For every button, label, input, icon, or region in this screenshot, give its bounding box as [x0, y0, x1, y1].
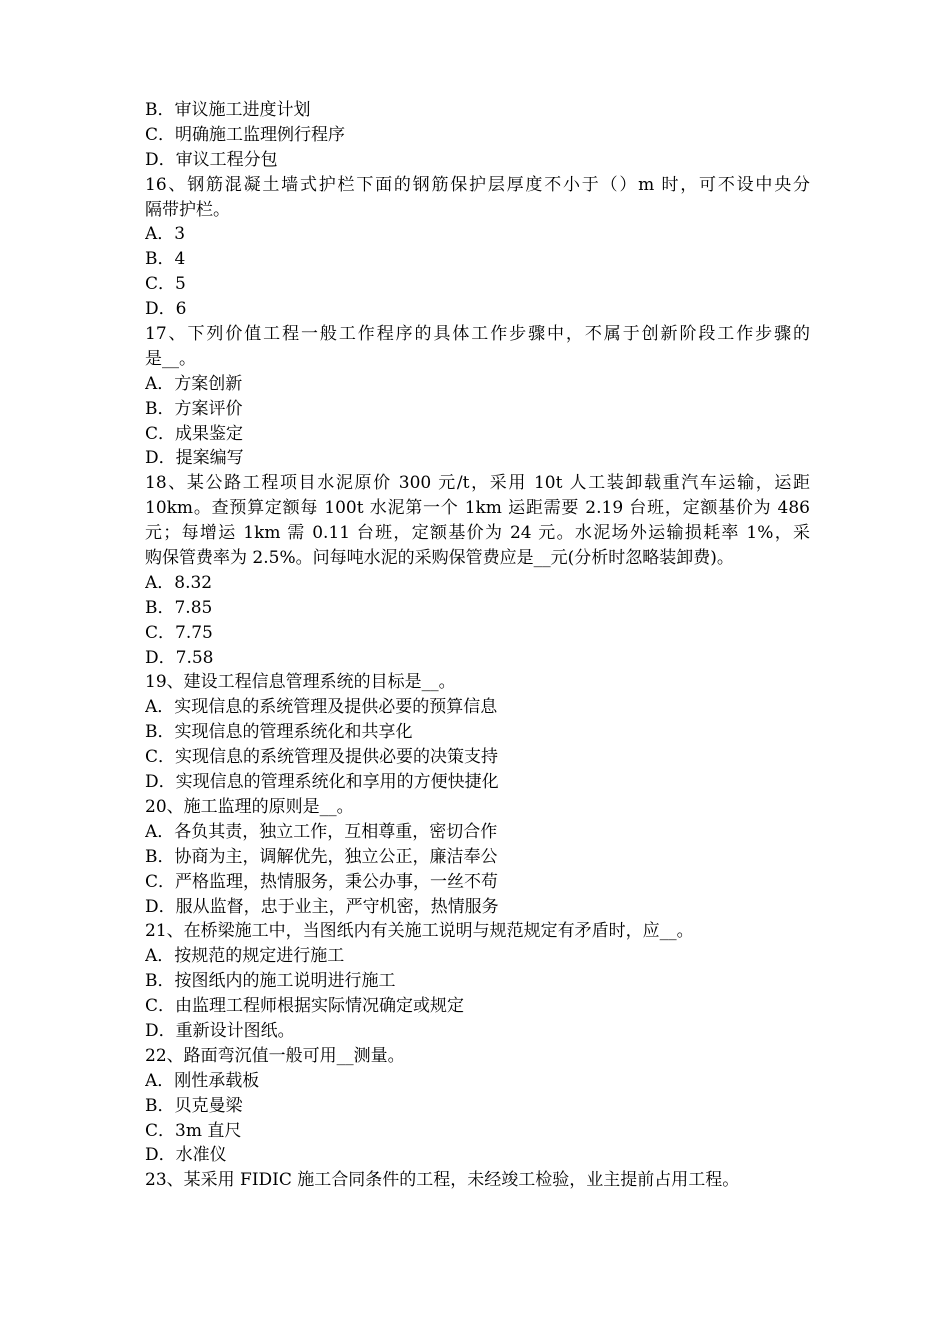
text-line: C．由监理工程师根据实际情况确定或规定 [145, 996, 465, 1017]
text-line: 23、某采用 FIDIC 施工合同条件的工程，未经竣工检验，业主提前占用工程。 [145, 1170, 740, 1191]
text-line: D．7.58 [145, 647, 214, 668]
text-line: 隔带护栏。 [145, 199, 230, 220]
text-line: D．重新设计图纸。 [145, 1020, 295, 1041]
text-line: 21、在桥梁施工中，当图纸内有关施工说明与规范规定有矛盾时，应__。 [145, 921, 694, 942]
text-line: B．方案评价 [145, 398, 243, 419]
text-line: B．贝克曼梁 [145, 1095, 243, 1116]
text-line: D．服从监督，忠于业主，严守机密，热情服务 [145, 896, 499, 917]
text-line: C．成果鉴定 [145, 423, 244, 444]
text-line: B．7.85 [145, 597, 213, 618]
text-line: A．8.32 [145, 572, 213, 593]
text-line: D．提案编写 [145, 448, 244, 469]
text-line: 16、钢筋混凝土墙式护栏下面的钢筋保护层厚度不小于（）m 时，可不设中央分 [145, 174, 810, 195]
text-line: B．实现信息的管理系统化和共享化 [145, 722, 413, 743]
text-line: B．审议施工进度计划 [145, 100, 311, 120]
text-line: A．按规范的规定进行施工 [145, 946, 345, 967]
text-line: A．实现信息的系统管理及提供必要的预算信息 [145, 697, 498, 718]
text-line: C．5 [145, 274, 186, 295]
text-line: 元；每增运 1km 需 0.11 台班，定额基价为 24 元。水泥场外运输损耗率 1%，采 [145, 523, 810, 544]
text-line: A．各负其责，独立工作，互相尊重，密切合作 [145, 821, 498, 842]
text-line: C．实现信息的系统管理及提供必要的决策支持 [145, 747, 499, 768]
document-page [145, 98, 810, 1193]
text-line: 22、路面弯沉值一般可用__测量。 [145, 1045, 405, 1066]
text-line: 19、建设工程信息管理系统的目标是__。 [145, 672, 456, 693]
text-line: D．审议工程分包 [145, 149, 278, 170]
text-line: C．7.75 [145, 622, 213, 643]
text-line: D．实现信息的管理系统化和享用的方便快捷化 [145, 772, 499, 793]
text-line: B．协商为主，调解优先，独立公正，廉洁奉公 [145, 846, 498, 867]
text-line: A．方案创新 [145, 373, 243, 394]
text-line: 20、施工监理的原则是__。 [145, 796, 354, 817]
text-line: 购保管费率为 2.5%。问每吨水泥的采购保管费应是__元(分析时忽略装卸费)。 [145, 548, 734, 569]
text-line: B．4 [145, 249, 186, 270]
text-line: 10km。查预算定额每 100t 水泥第一个 1km 运距需要 2.19 台班，定额基价为 486 [145, 498, 810, 519]
text-line: 是__。 [145, 348, 196, 369]
text-line: A．刚性承载板 [145, 1070, 260, 1091]
text-line: C．严格监理，热情服务，秉公办事，一丝不苟 [145, 871, 499, 892]
text-line: C．明确施工监理例行程序 [145, 124, 346, 145]
text-line: A．3 [145, 224, 186, 245]
text-line: 17、下列价值工程一般工作程序的具体工作步骤中，不属于创新阶段工作步骤的 [145, 324, 810, 345]
text-line: B．按图纸内的施工说明进行施工 [145, 971, 396, 992]
text-line: C．3m 直尺 [145, 1120, 242, 1141]
text-line: 18、某公路工程项目水泥原价 300 元/t，采用 10t 人工装卸载重汽车运输，运距 [145, 473, 810, 494]
text-line: D．水准仪 [145, 1145, 227, 1166]
text-line: D．6 [145, 299, 187, 320]
